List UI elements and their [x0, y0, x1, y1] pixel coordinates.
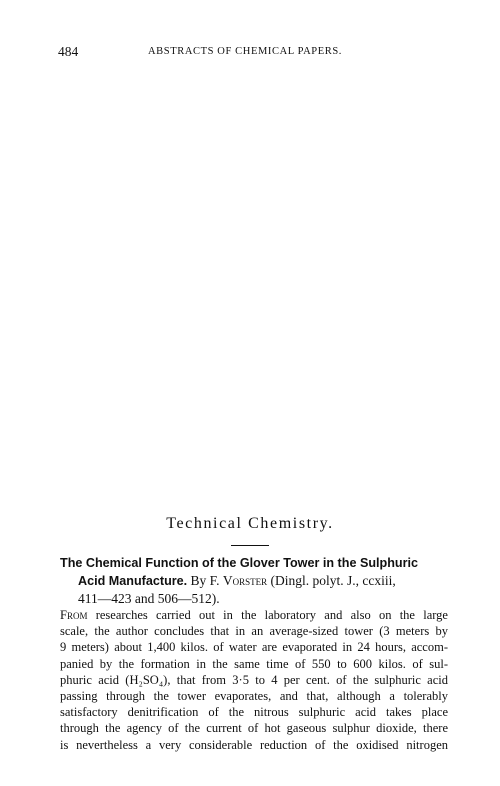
- body-line-1: From researches carried out in the laboratory and also on the large: [60, 608, 448, 622]
- article-title-line-3: 411—423 and 506—512).: [78, 591, 220, 606]
- section-heading: Technical Chemistry.: [166, 515, 334, 532]
- body-line-5: phuric acid (H₂SO₄), that from 3·5 to 4 per cent. of the sulphuric acid: [60, 672, 448, 687]
- body-line-9: is nevertheless a very considerable reduction of the oxidised nitrogen: [60, 737, 448, 752]
- body-line-3: 9 meters) about 1,400 kilos. of water are evaporated in 24 hours, accom-: [60, 640, 448, 655]
- abstract-body: [60, 607, 448, 753]
- body-line-8: through the agency of the current of hot gaseous sulphur dioxide, there: [60, 721, 448, 736]
- body-first-word: From: [60, 608, 88, 622]
- running-head: ABSTRACTS OF CHEMICAL PAPERS.: [148, 46, 343, 57]
- article-title-line-1: The Chemical Function of the Glover Tower in the Sulphuric: [60, 556, 419, 570]
- article-title-line-2: [60, 572, 448, 590]
- article-title-bold-end: Acid Manufacture.: [78, 574, 188, 588]
- body-line-6: passing through the tower evaporates, and that, although a tolerably: [60, 689, 448, 704]
- article-reference: (Dingl. polyt. J., ccxiii,: [267, 573, 396, 588]
- author-name: Vorster: [222, 573, 268, 588]
- article-by: By F.: [187, 573, 223, 588]
- body-line-2: scale, the author concludes that in an average-sized tower (3 meters by: [60, 624, 448, 639]
- section-rule: [231, 545, 269, 546]
- page-number: 484: [58, 44, 79, 59]
- body-line-4: panied by the formation in the same time of 550 to 600 kilos. of sul-: [60, 656, 448, 671]
- body-line-7: satisfactory denitrification of the nitrous sulphuric acid takes place: [60, 705, 448, 720]
- article-title: [60, 555, 448, 607]
